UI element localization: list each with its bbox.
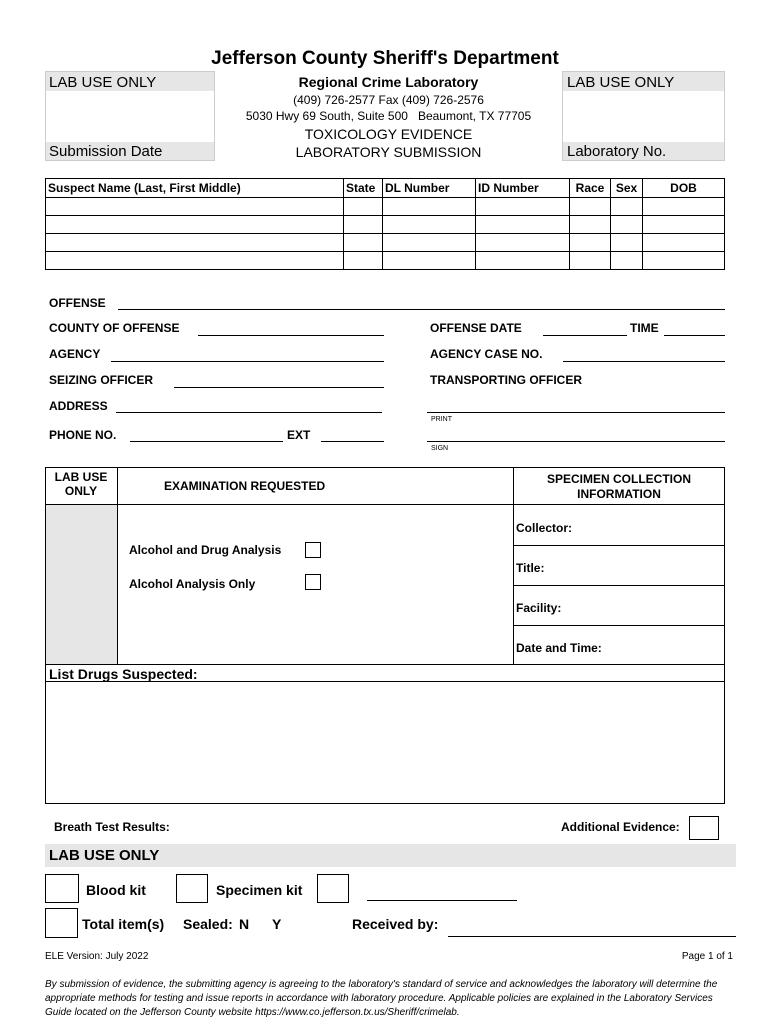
lab-use-left-box	[45, 71, 215, 161]
additional-evidence-label: Additional Evidence:	[561, 820, 680, 834]
race-cell[interactable]	[570, 252, 611, 270]
sex-cell[interactable]	[611, 216, 643, 234]
lab-phone-fax: (409) 726-2577 Fax (409) 726-2576	[293, 93, 484, 107]
county-of-offense-label: COUNTY OF OFFENSE	[49, 321, 180, 335]
offense-date-field[interactable]	[543, 335, 627, 336]
state-cell[interactable]	[344, 198, 383, 216]
dl-number-cell[interactable]	[383, 216, 476, 234]
other-kit-field[interactable]	[367, 900, 517, 901]
form-title-line-1: TOXICOLOGY EVIDENCE	[304, 126, 473, 142]
alcohol-analysis-only-label: Alcohol Analysis Only	[129, 577, 256, 591]
sign-label: SIGN	[431, 445, 449, 452]
sex-cell[interactable]	[611, 198, 643, 216]
blood-kit-box[interactable]	[45, 874, 79, 903]
sex-cell[interactable]	[611, 234, 643, 252]
sealed-label: Sealed:	[183, 916, 233, 932]
agency-case-no-label: AGENCY CASE NO.	[430, 347, 543, 361]
offense-date-label: OFFENSE DATE	[430, 321, 522, 335]
phone-no-label: PHONE NO.	[49, 428, 117, 442]
col-state: State	[344, 179, 383, 198]
specimen-kit-label: Specimen kit	[216, 882, 303, 898]
drugs-suspected-box[interactable]	[45, 664, 725, 804]
drugs-suspected-label: List Drugs Suspected:	[49, 666, 198, 682]
bottom-lab-use-only-label: LAB USE ONLY	[49, 847, 160, 864]
dl-number-cell[interactable]	[383, 234, 476, 252]
suspect-name-cell[interactable]	[46, 198, 344, 216]
dob-cell[interactable]	[643, 234, 725, 252]
seizing-officer-label: SEIZING OFFICER	[49, 373, 154, 387]
other-kit-box[interactable]	[317, 874, 349, 903]
examination-requested-label: EXAMINATION REQUESTED	[164, 479, 326, 493]
id-number-cell[interactable]	[476, 234, 570, 252]
col-id-number: ID Number	[476, 179, 570, 198]
time-label: TIME	[630, 321, 659, 335]
lab-use-gray-cell	[46, 505, 117, 664]
facility-label[interactable]: Facility:	[516, 601, 562, 615]
dl-number-cell[interactable]	[383, 198, 476, 216]
alcohol-drug-analysis-checkbox[interactable]	[305, 542, 321, 558]
county-of-offense-field[interactable]	[198, 335, 384, 336]
table-row	[46, 234, 725, 252]
dl-number-cell[interactable]	[383, 252, 476, 270]
id-number-cell[interactable]	[476, 198, 570, 216]
print-label: PRINT	[431, 416, 452, 423]
form-title-line-2: LABORATORY SUBMISSION	[295, 144, 482, 160]
sex-cell[interactable]	[611, 252, 643, 270]
id-number-cell[interactable]	[476, 252, 570, 270]
lab-address: 5030 Hwy 69 South, Suite 500 Beaumont, TX 77705	[245, 109, 532, 123]
col-dob: DOB	[643, 179, 725, 198]
blood-kit-label: Blood kit	[86, 882, 146, 898]
phone-no-field[interactable]	[130, 441, 283, 442]
ext-field[interactable]	[321, 441, 384, 442]
page-number: Page 1 of 1	[681, 951, 733, 962]
collector-label[interactable]: Collector:	[516, 521, 573, 535]
sealed-n-option[interactable]: N	[239, 916, 250, 932]
race-cell[interactable]	[570, 198, 611, 216]
specimen-collection-label: SPECIMEN COLLECTION INFORMATION	[546, 472, 691, 501]
sealed-y-option[interactable]: Y	[272, 916, 282, 932]
additional-evidence-box[interactable]	[689, 816, 719, 840]
agency-field[interactable]	[111, 361, 384, 362]
offense-label: OFFENSE	[49, 296, 106, 310]
dob-cell[interactable]	[643, 216, 725, 234]
address-field[interactable]	[116, 412, 382, 413]
specimen-kit-box[interactable]	[176, 874, 208, 903]
table-row	[46, 252, 725, 270]
col-dl-number: DL Number	[383, 179, 476, 198]
lab-use-right-box	[562, 71, 725, 161]
lab-use-left-label: LAB USE ONLY	[49, 74, 157, 91]
version-text: ELE Version: July 2022	[45, 951, 149, 962]
suspect-name-cell[interactable]	[46, 234, 344, 252]
suspect-table	[45, 178, 725, 270]
suspect-name-cell[interactable]	[46, 216, 344, 234]
suspect-name-cell[interactable]	[46, 252, 344, 270]
dob-cell[interactable]	[643, 198, 725, 216]
laboratory-no-label: Laboratory No.	[567, 143, 667, 160]
alcohol-analysis-only-checkbox[interactable]	[305, 574, 321, 590]
received-by-field[interactable]	[448, 936, 736, 937]
transporting-officer-label: TRANSPORTING OFFICER	[430, 373, 582, 387]
state-cell[interactable]	[344, 216, 383, 234]
offense-field[interactable]	[118, 309, 725, 310]
agency-case-no-field[interactable]	[563, 361, 725, 362]
submission-date-label: Submission Date	[49, 143, 163, 160]
lab-use-right-label: LAB USE ONLY	[567, 74, 675, 91]
department-title: Jefferson County Sheriff's Department	[211, 48, 559, 69]
alcohol-drug-analysis-label: Alcohol and Drug Analysis	[129, 543, 282, 557]
dob-cell[interactable]	[643, 252, 725, 270]
col-race: Race	[570, 179, 611, 198]
transporting-officer-print-field[interactable]	[427, 412, 725, 413]
id-number-cell[interactable]	[476, 216, 570, 234]
date-time-label[interactable]: Date and Time:	[516, 641, 602, 655]
exam-lab-use-only-label: LAB USE ONLY	[54, 470, 108, 498]
received-by-label: Received by:	[352, 916, 439, 932]
ext-label: EXT	[287, 428, 311, 442]
time-field[interactable]	[664, 335, 725, 336]
address-label: ADDRESS	[49, 399, 108, 413]
state-cell[interactable]	[344, 234, 383, 252]
total-items-box[interactable]	[45, 908, 78, 938]
lab-name: Regional Crime Laboratory	[298, 74, 479, 90]
col-suspect-name: Suspect Name (Last, First Middle)	[46, 179, 344, 198]
race-cell[interactable]	[570, 234, 611, 252]
breath-test-label: Breath Test Results:	[54, 820, 170, 834]
agency-label: AGENCY	[49, 347, 101, 361]
table-row	[46, 216, 725, 234]
disclaimer-text: By submission of evidence, the submitting agency is agreeing to the laboratory's standard of service and acknowledges the laboratory will determine the appropriate methods for testing and issue reports in accordance with laboratory procedure. Applicable policies are explained in the Laboratory Services Guide located on the Jefferson County website https://www.co.jefferson.tx.us/Sheriff/crimelab.	[45, 979, 718, 1018]
table-row	[46, 198, 725, 216]
race-cell[interactable]	[570, 216, 611, 234]
transporting-officer-sign-field[interactable]	[427, 441, 725, 442]
state-cell[interactable]	[344, 252, 383, 270]
seizing-officer-field[interactable]	[174, 387, 384, 388]
total-items-label: Total item(s)	[82, 916, 165, 932]
col-sex: Sex	[611, 179, 643, 198]
title-label[interactable]: Title:	[516, 561, 545, 575]
